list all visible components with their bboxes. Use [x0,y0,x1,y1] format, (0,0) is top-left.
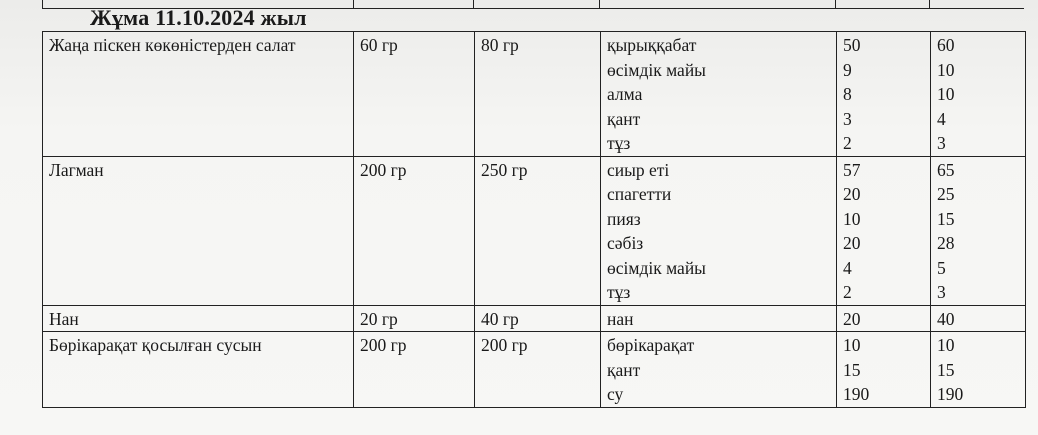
ingredients-cell [601,156,837,305]
amount-1-cell [837,332,931,408]
dish-name-cell: Бөрікарақат қосылған сусын [43,332,354,408]
ingredient-amount-1: 15 [843,359,861,380]
ingredient-amount-2: 10 [937,84,955,104]
table-row [43,32,1026,157]
ingredient-amount-2: 3 [937,133,946,153]
ingredient-name: нан [607,308,634,329]
ingredient-amount-2: 190 [937,384,964,404]
ingredient-amount-2: 10 [937,59,955,80]
table-row [43,305,1026,332]
ingredients-cell [601,305,837,332]
ingredient-amount-1: 50 [843,35,861,55]
ingredient-name: сиыр еті [607,159,670,180]
amount-2-cell [931,32,1026,157]
ingredient-amount-2: 10 [937,335,955,355]
dish-name-cell: Жаңа піскен көкөністерден салат [43,32,354,157]
ingredient-amount-2: 25 [937,184,955,204]
ingredients-cell [601,332,837,408]
ingredient-amount-1: 10 [843,208,861,229]
ingredient-name: тұз [607,282,631,302]
portion-1-cell: 60 гр [354,32,475,157]
amount-1-cell [837,156,931,305]
ingredient-name: спагетти [607,184,672,204]
amount-2-cell [931,156,1026,305]
menu-table-body [43,32,1026,408]
ingredient-name: пияз [607,208,641,229]
ingredient-name: өсімдік майы [607,59,706,80]
ingredient-amount-1: 20 [843,308,861,329]
ingredient-amount-1: 20 [843,184,861,204]
amount-1-cell [837,305,931,332]
portion-2-cell: 40 гр [475,305,601,332]
page-title: Жұма 11.10.2024 жыл [90,5,307,30]
menu-table [42,31,1026,408]
portion-2-cell: 80 гр [475,32,601,157]
ingredient-amount-2: 5 [937,257,946,278]
table-row [43,332,1026,408]
ingredient-amount-1: 4 [843,257,852,278]
ingredient-name: су [607,384,624,404]
amount-2-cell [931,305,1026,332]
portion-1-cell: 20 гр [354,305,475,332]
amount-1-cell [837,32,931,157]
ingredient-amount-1: 8 [843,84,852,104]
ingredient-amount-2: 15 [937,359,955,380]
ingredient-amount-1: 2 [843,282,852,302]
portion-1-cell: 200 гр [354,332,475,408]
amount-2-cell [931,332,1026,408]
ingredient-name: бөрікарақат [607,335,695,355]
ingredient-name: қырыққабат [607,35,697,55]
ingredient-amount-2: 60 [937,35,955,55]
ingredient-amount-1: 3 [843,108,852,129]
table-row [43,156,1026,305]
ingredient-amount-1: 190 [843,384,870,404]
portion-1-cell: 200 гр [354,156,475,305]
ingredient-amount-1: 9 [843,59,852,80]
ingredient-amount-2: 40 [937,308,955,329]
ingredient-name: сәбіз [607,233,644,253]
ingredient-amount-1: 2 [843,133,852,153]
ingredient-amount-2: 4 [937,108,946,129]
portion-2-cell: 250 гр [475,156,601,305]
ingredient-amount-1: 20 [843,233,861,253]
ingredient-name: алма [607,84,643,104]
dish-name-cell: Нан [43,305,354,332]
ingredient-amount-1: 10 [843,335,861,355]
portion-2-cell: 200 гр [475,332,601,408]
ingredient-name: тұз [607,133,631,153]
ingredient-amount-1: 57 [843,159,861,180]
ingredient-amount-2: 65 [937,159,955,180]
ingredients-cell [601,32,837,157]
ingredient-name: өсімдік майы [607,257,706,278]
dish-name-cell: Лагман [43,156,354,305]
ingredient-amount-2: 3 [937,282,946,302]
ingredient-amount-2: 28 [937,233,955,253]
ingredient-amount-2: 15 [937,208,955,229]
ingredient-name: қант [607,359,641,380]
ingredient-name: қант [607,108,641,129]
